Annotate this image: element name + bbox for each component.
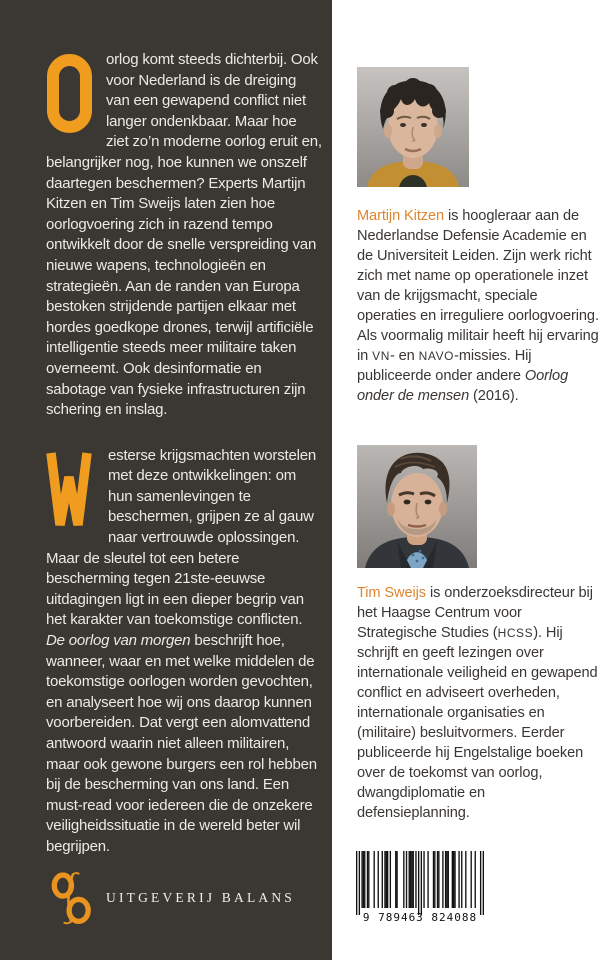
dropcap-letter-o [46, 54, 98, 133]
isbn-barcode [356, 851, 484, 929]
author-photo-martijn-kitzen [357, 67, 469, 187]
author-bio-martijn-kitzen: Martijn Kitzen is hoogleraar aan de Nederlandse Defensie Academie en de Universiteit Leiden. Zijn werk richt zich met name op operationele inzet van de krijgsmacht, speciale operaties en irreguliere oorlogvoering. Als voormalig militair heeft hij ervaring in VN- en NAVO-missies. Hij publiceerde onder andere Oorlog onder de mensen (2016). [357, 208, 599, 404]
publisher-wordmark: UITGEVERIJ BALANS [106, 890, 296, 905]
author-bio-tim-sweijs: Tim Sweijs is onderzoeksdirecteur bij het Haagse Centrum voor Strategische Studies (HCSS). Hij schrijft en geeft lezingen over internationale veiligheid en gewapend conflict en adviseert overheden, internationale organisaties en (militaire) besluitvormers. Eerder publiceerde hij Engelstalige boeken over de toekomst van oorlog, dwangdiplomatie en defensieplanning. [357, 585, 598, 821]
author-photo-tim-sweijs [357, 445, 477, 568]
barcode-bars [356, 851, 484, 915]
blurb-paragraph-2 [46, 446, 322, 858]
balans-monogram-icon [50, 871, 92, 925]
isbn-number: 9 789463 824088 [362, 911, 478, 924]
blurb-paragraph-2-text: esterse krijgsmachten worstelen met deze ontwikkelingen: om hun samenlevingen te beschermen, grijpen ze al gauw naar vertrouwde oplossingen. Maar de sleutel tot een betere bescherming tegen 21ste-eeuwse uitdagingen ligt in een dieper begrip van het karakter van toekomstige conflicten. De oorlog van morgen beschrijft hoe, wanneer, waar en met welke middelen de toekomstige oorlogen worden gevochten, en analyseert hoe wij ons daarop kunnen voorbereiden. Dat vergt een alomvattend antwoord waarin niet alleen militairen, maar ook gewone burgers een rol hebben bij de bescherming van ons land. Een must-read voor iedereen die de onzekere veiligheidssituatie in de wereld beter wil begrijpen. [46, 446, 317, 855]
publisher-logo [50, 870, 295, 926]
blurb-paragraph-1 [46, 50, 322, 421]
dropcap-letter-w [46, 450, 96, 529]
blurb-paragraph-1-text: orlog komt steeds dichterbij. Ook voor Nederland is de dreiging van een gewapend conflict niet langer ondenkbaar. Maar hoe ziet zo’n moderne oorlog eruit en, belangrijker nog, hoe kunnen we onszelf daartegen beschermen? Experts Martijn Kitzen en Tim Sweijs laten zien hoe oorlogvoering zich in razend tempo ontwikkelt door de snelle verspreiding van nieuwe wapens, technologieën en strategieën. Aan de randen van Europa bestoken strijdende partijen elkaar met hordes goedkope drones, terwijl artificiële intelligentie steeds meer militaire taken overneemt. Ook desinformatie en sabotage van fysieke infrastructuren zijn schering en inslag. [46, 51, 322, 419]
blurb-text [46, 50, 322, 858]
